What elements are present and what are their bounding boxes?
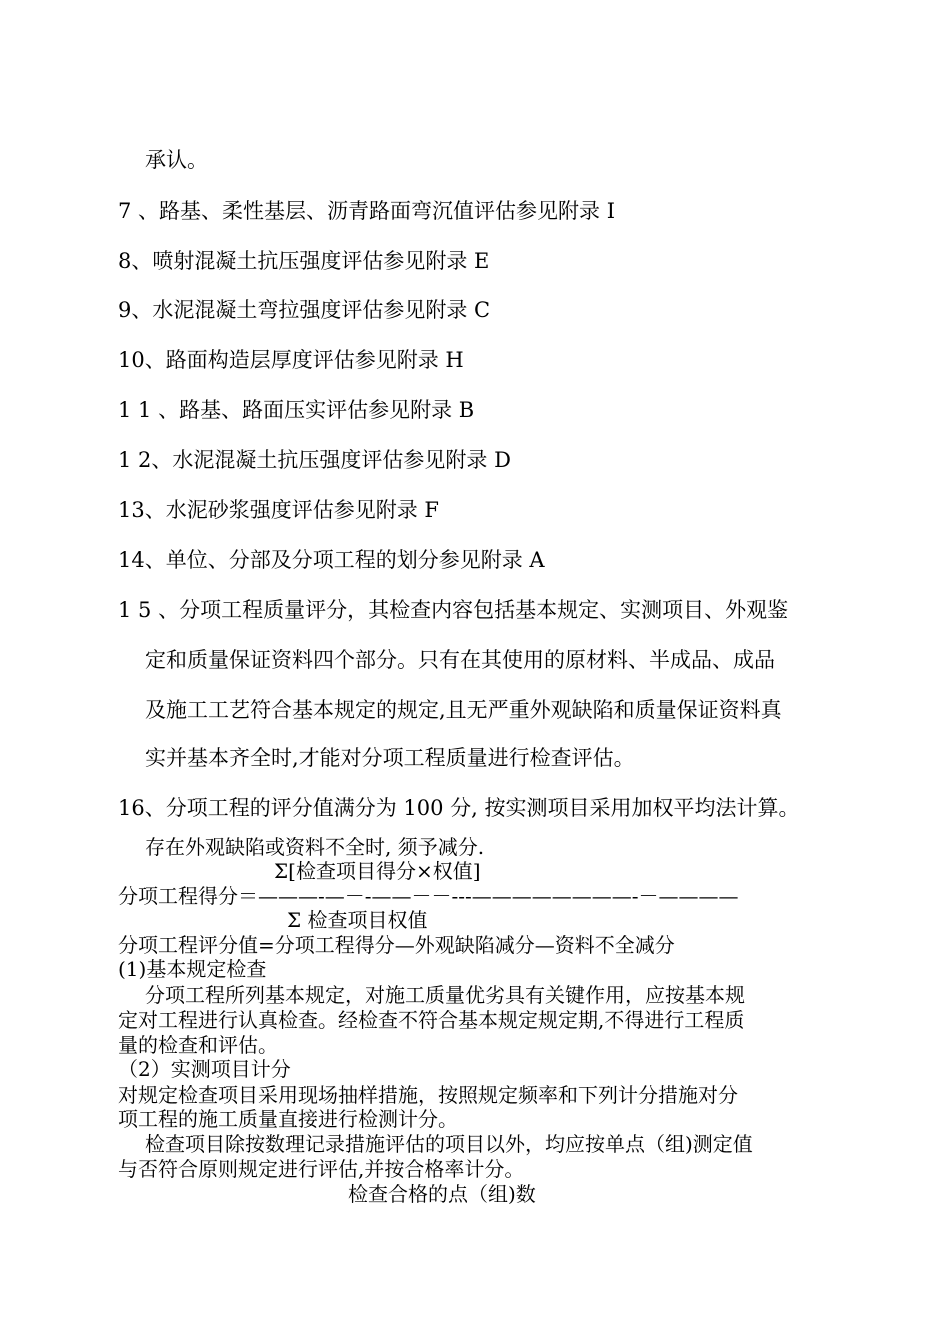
- text-line: 8、喷射混凝土抗压强度评估参见附录 E: [118, 249, 490, 273]
- text-line: 及施工工艺符合基本规定的规定,且无严重外观缺陷和质量保证资料真: [145, 698, 782, 722]
- text-line: 1 2、水泥混凝土抗压强度评估参见附录 D: [118, 448, 511, 472]
- text-line: 16、分项工程的评分值满分为 100 分, 按实测项目采用加权平均法计算。: [118, 796, 800, 820]
- formula-numerator: Σ[检查项目得分×权值]: [274, 859, 481, 883]
- text-line: 14、单位、分部及分项工程的划分参见附录 A: [118, 548, 545, 572]
- section-heading: （2）实测项目计分: [118, 1057, 291, 1081]
- text-line: 存在外观缺陷或资料不全时, 须予减分.: [145, 835, 485, 859]
- text-line: 与否符合原则规定进行评估,并按合格率计分。: [118, 1157, 525, 1181]
- text-line: 9、水泥混凝土弯拉强度评估参见附录 C: [118, 298, 491, 322]
- text-line: 分项工程所列基本规定，对施工质量优劣具有关键作用，应按基本规: [145, 983, 745, 1007]
- text-line: 7 、路基、柔性基层、沥青路面弯沉值评估参见附录 I: [118, 199, 616, 223]
- text-line: 检查项目除按数理记录措施评估的项目以外，均应按单点（组)测定值: [145, 1132, 753, 1156]
- formula-line: 分项工程得分＝———-—－-——－－---————————-－————: [118, 884, 739, 908]
- text-line: 分项工程评分值=分项工程得分—外观缺陷减分—资料不全减分: [118, 933, 675, 957]
- section-heading: (1)基本规定检查: [118, 957, 267, 981]
- text-line: 实并基本齐全时,才能对分项工程质量进行检查评估。: [145, 746, 635, 770]
- formula-denominator: Σ 检查项目权值: [287, 908, 428, 932]
- text-line: 定和质量保证资料四个部分。只有在其使用的原材料、半成品、成品: [145, 648, 775, 672]
- text-line: 对规定检查项目采用现场抽样措施，按照规定频率和下列计分措施对分: [118, 1083, 738, 1107]
- text-line: 量的检查和评估。: [118, 1033, 278, 1057]
- text-line: 项工程的施工质量直接进行检测计分。: [118, 1107, 458, 1131]
- text-line: 13、水泥砂浆强度评估参见附录 F: [118, 498, 439, 522]
- text-line: 1 5 、分项工程质量评分，其检查内容包括基本规定、实测项目、外观鉴: [118, 598, 789, 622]
- text-line: 10、路面构造层厚度评估参见附录 H: [118, 348, 464, 372]
- text-line: 定对工程进行认真检查。经检查不符合基本规定规定期,不得进行工程质: [118, 1008, 745, 1032]
- text-line: 1 1 、路基、路面压实评估参见附录 B: [118, 398, 475, 422]
- formula-numerator: 检查合格的点（组)数: [348, 1182, 536, 1206]
- text-line: 承认。: [145, 148, 208, 172]
